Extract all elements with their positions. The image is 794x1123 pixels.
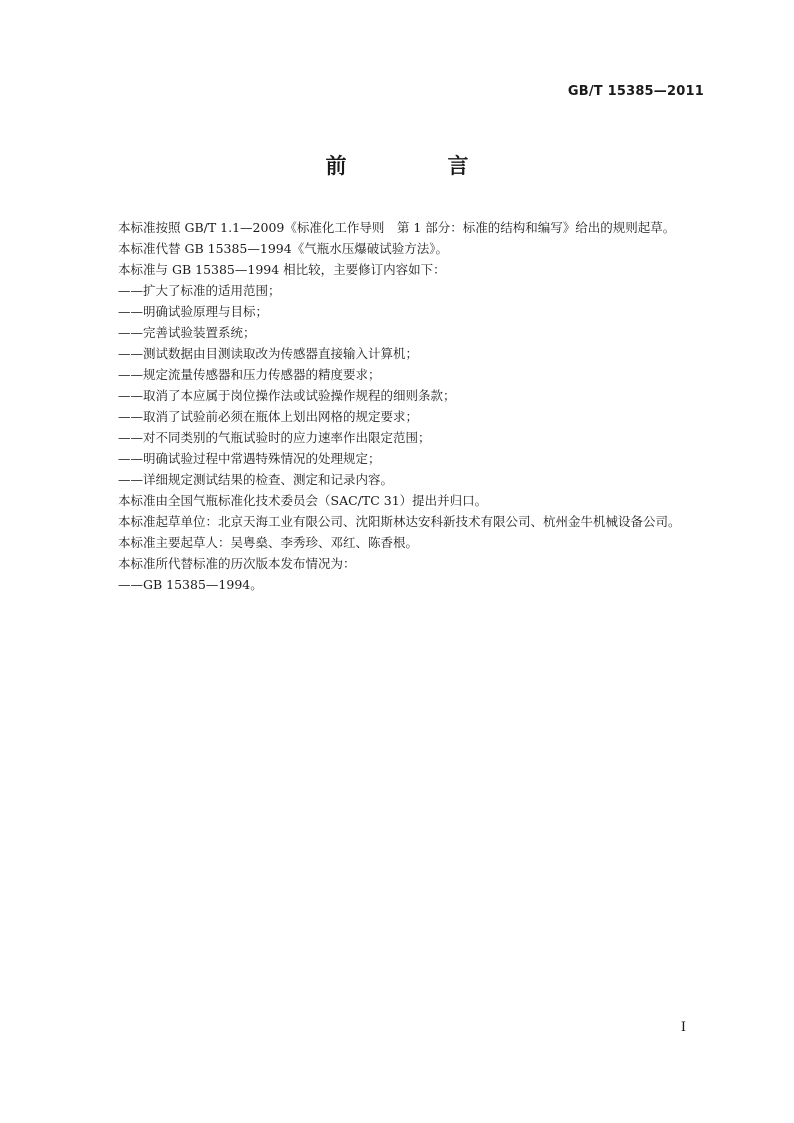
list-item: ——扩大了标准的适用范围； [118,283,281,298]
paragraph-drafters: 本标准主要起草人：吴粤燊、李秀珍、邓红、陈香根。 [118,535,419,550]
list-item: ——GB 15385—1994。 [118,577,263,592]
list-item: ——取消了本应属于岗位操作法或试验操作规程的细则条款； [118,388,456,403]
foreword-body [90,217,704,595]
list-item: ——明确试验原理与目标； [118,304,269,319]
list-item: ——对不同类别的气瓶试验时的应力速率作出限定范围； [118,430,431,445]
list-item: ——明确试验过程中常遇特殊情况的处理规定； [118,451,381,466]
list-item: ——测试数据由目测读取改为传感器直接输入计算机； [118,346,419,361]
page-title: 前 言 [325,154,509,178]
paragraph-proposed-by: 本标准由全国气瓶标准化技术委员会（SAC/TC 31）提出并归口。 [118,493,488,508]
paragraph-previous-editions: 本标准所代替标准的历次版本发布情况为： [118,556,356,571]
list-item: ——详细规定测试结果的检查、测定和记录内容。 [118,472,394,487]
list-item: ——取消了试验前必须在瓶体上划出网格的规定要求； [118,409,419,424]
page-number: I [680,1020,686,1035]
paragraph-drafting-units: 本标准起草单位：北京天海工业有限公司、沈阳斯林达安科新技术有限公司、杭州金牛机械设备公司。 [118,514,681,529]
paragraph-changes-intro: 本标准与 GB 15385—1994 相比较，主要修订内容如下： [118,262,446,277]
paragraph-replaces: 本标准代替 GB 15385—1994《气瓶水压爆破试验方法》。 [118,241,448,256]
paragraph-drafting-rules: 本标准按照 GB/T 1.1—2009《标准化工作导则 第 1 部分：标准的结构和编写》给出的规则起草。 [118,220,676,235]
list-item: ——规定流量传感器和压力传感器的精度要求； [118,367,381,382]
list-item: ——完善试验装置系统； [118,325,256,340]
standard-code: GB/T 15385—2011 [567,84,704,99]
